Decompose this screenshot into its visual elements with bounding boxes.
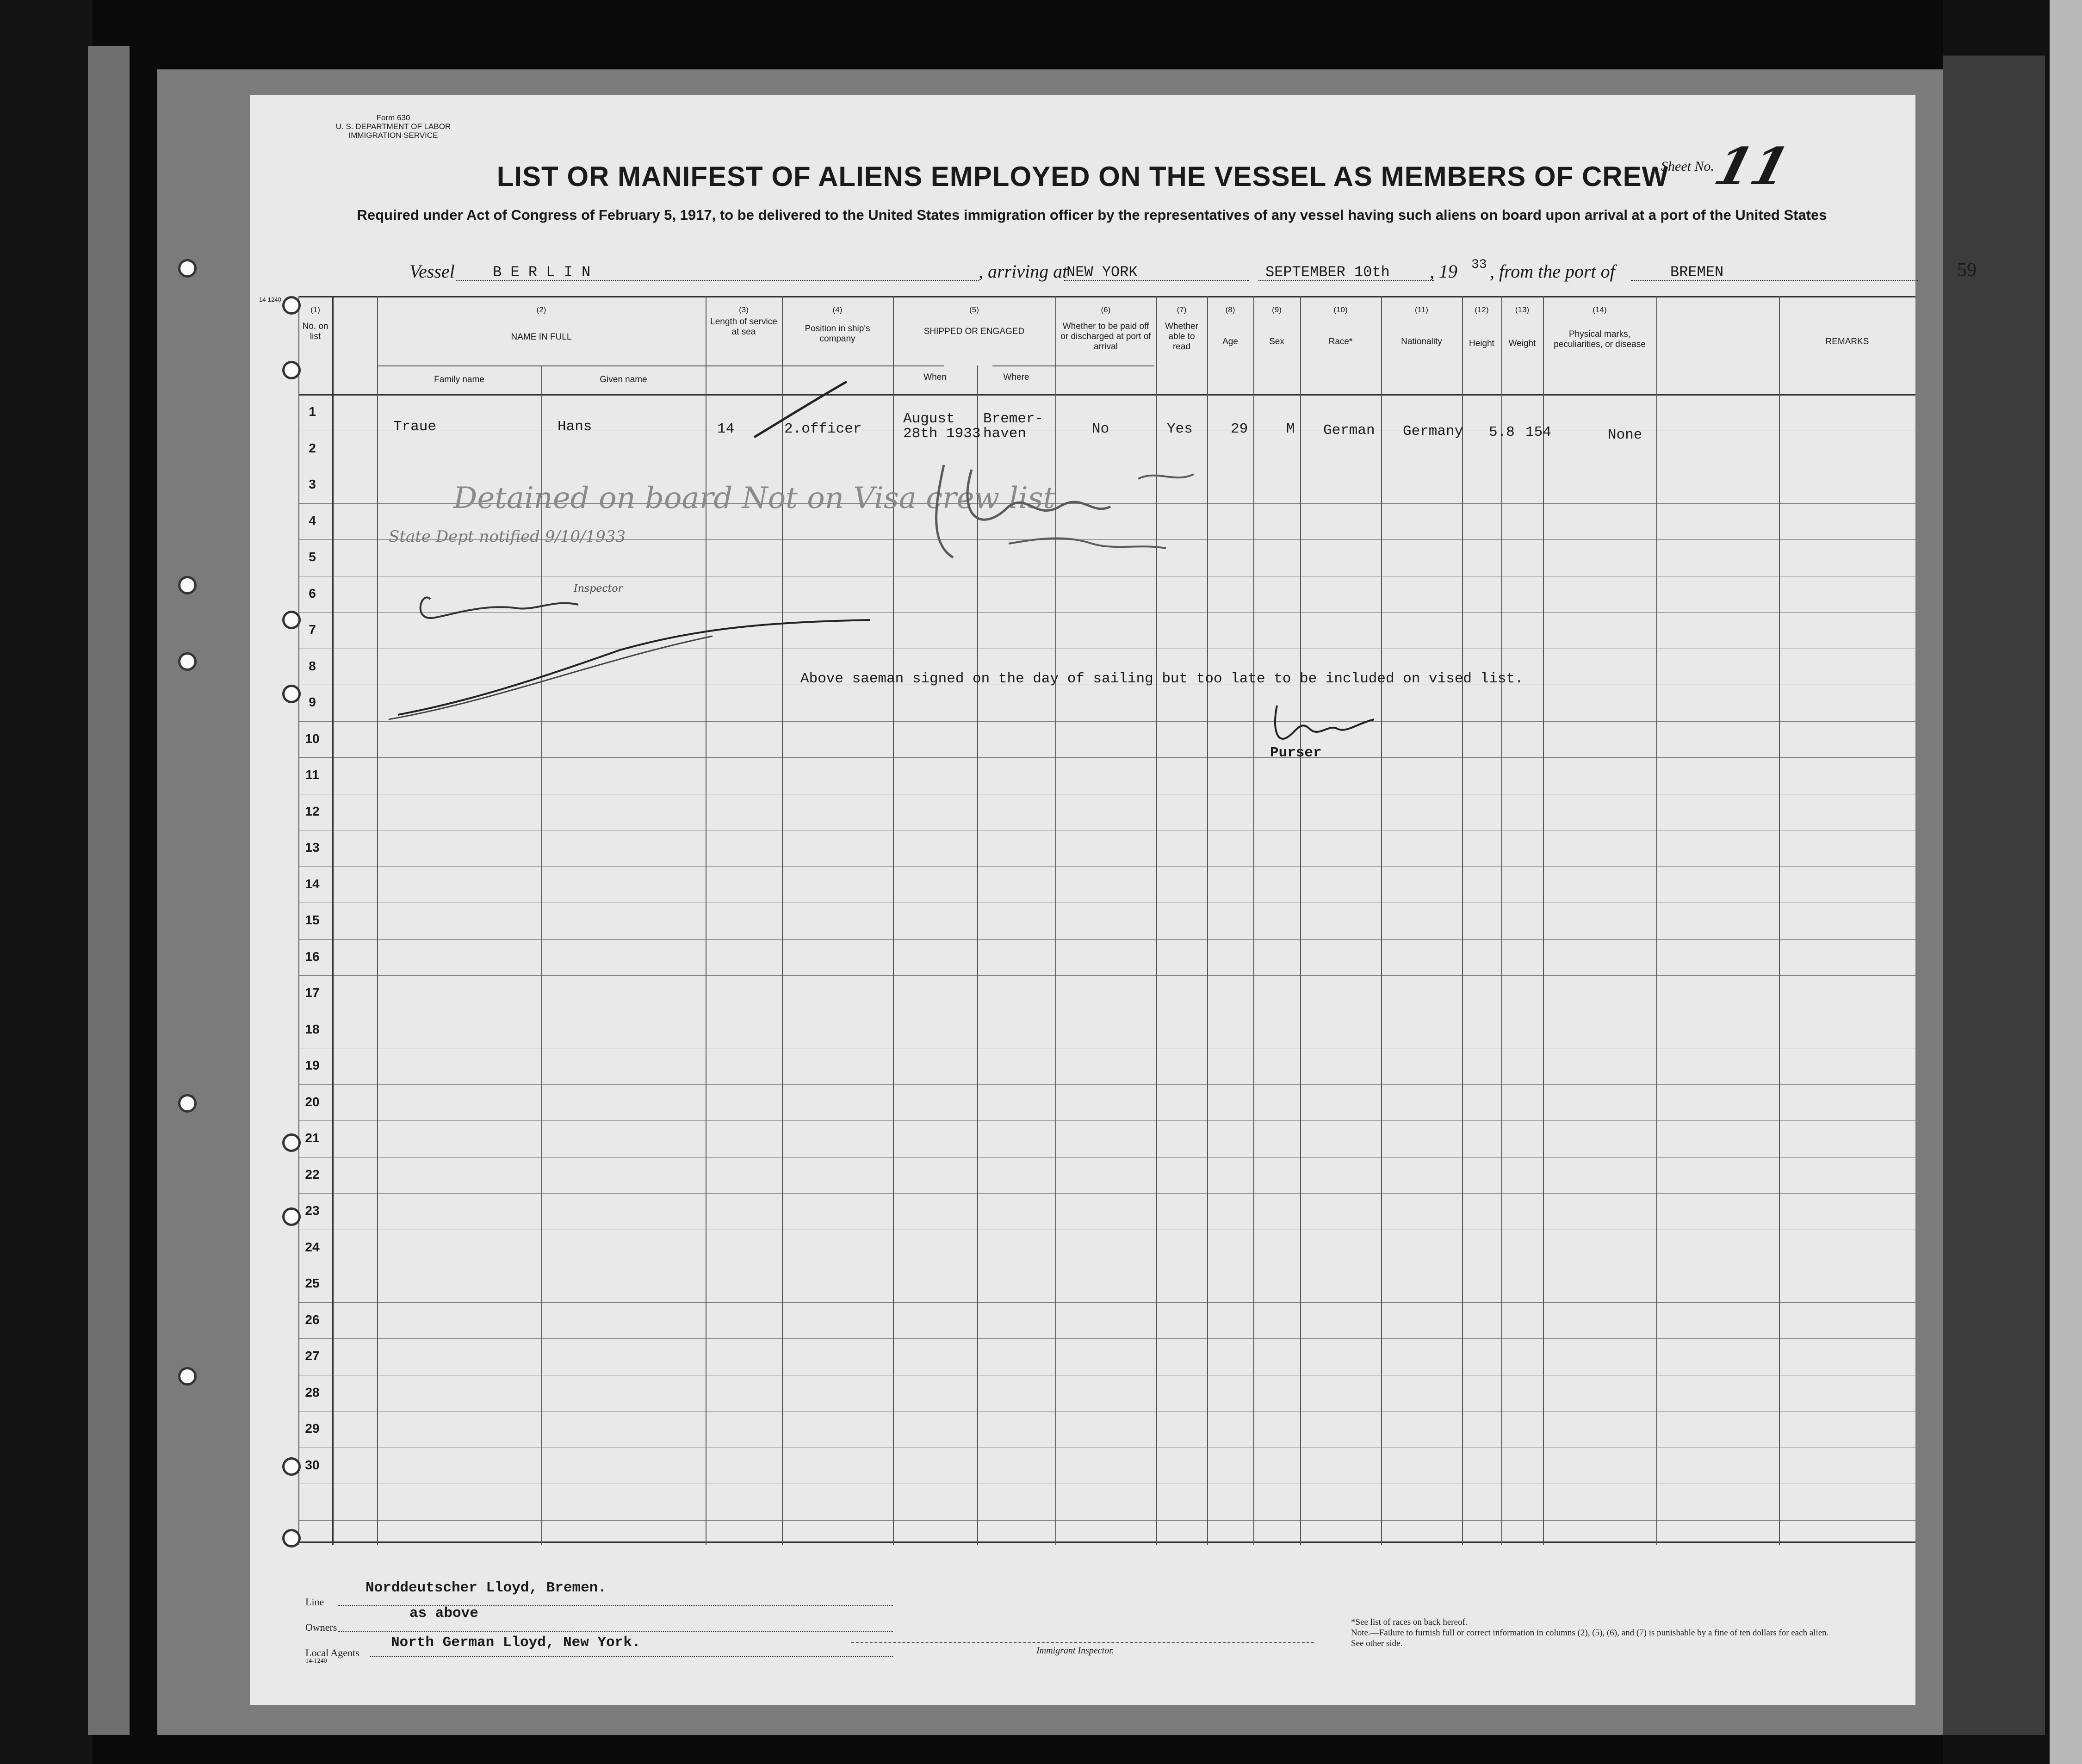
entry-able-to-read: Yes xyxy=(1167,421,1193,437)
col-line xyxy=(1381,296,1382,1545)
entry-physical-marks: None xyxy=(1608,427,1642,443)
entry-family-name: Traue xyxy=(393,419,437,435)
col-number: (4) xyxy=(832,305,843,314)
arriving-label: , arriving at xyxy=(979,261,1068,282)
punch-hole xyxy=(282,1133,301,1152)
entry-length-of-service: 14 xyxy=(717,421,735,437)
owners-underline xyxy=(338,1631,893,1632)
row-number: 7 xyxy=(309,622,316,637)
arriving-port: NEW YORK xyxy=(1066,264,1138,281)
typed-note: Above saeman signed on the day of sailing but too late to be included on vised list. xyxy=(800,671,1524,687)
entry-when-line2: 28th 1933 xyxy=(903,426,981,442)
penalty-footnote: Note.—Failure to furnish full or correct information in columns (2), (5), (6), and (7) is punishable by a fine of ten dollars for each alien. See other side. xyxy=(1351,1628,1829,1648)
col-number: (9) xyxy=(1272,305,1282,314)
col-number: (10) xyxy=(1333,305,1348,314)
col-number: (11) xyxy=(1415,305,1428,314)
entry-age: 29 xyxy=(1231,421,1248,437)
col-line xyxy=(1543,296,1544,1545)
header-no-on-list: No. on list xyxy=(302,322,328,341)
entry-nationality: Germany xyxy=(1403,423,1463,439)
sheet-number: 11 xyxy=(1708,136,1796,196)
row-number: 4 xyxy=(309,513,316,528)
header-physical-marks: Physical marks, peculiarities, or disease xyxy=(1554,329,1646,349)
col-line xyxy=(1253,296,1254,1545)
col-number: (8) xyxy=(1225,305,1235,314)
footer-code: 14-1240 xyxy=(305,1658,327,1665)
row-number: 30 xyxy=(305,1457,320,1472)
header-position: Position in ship's company xyxy=(805,324,870,344)
punch-hole xyxy=(178,1367,197,1386)
entry-where-line2: haven xyxy=(983,426,1027,442)
row-number: 2 xyxy=(309,440,316,455)
row-number: 23 xyxy=(305,1203,320,1218)
row-number: 25 xyxy=(305,1276,320,1290)
binder-right-pale-strip xyxy=(2050,0,2082,1764)
entry-height: 5.8 xyxy=(1489,424,1515,440)
from-port: BREMEN xyxy=(1670,264,1724,281)
header-able-to-read: Whether able to read xyxy=(1165,322,1198,352)
col-number: (12) xyxy=(1475,305,1489,314)
page-title: LIST OR MANIFEST OF ALIENS EMPLOYED ON THE VESSEL AS MEMBERS OF CREW xyxy=(496,161,1669,192)
sheet-label: Sheet No. xyxy=(1661,159,1714,174)
form-id-line: U. S. DEPARTMENT OF LABOR xyxy=(335,122,451,131)
entry-race: German xyxy=(1323,422,1375,439)
header-shipped-or-engaged: SHIPPED OR ENGAGED xyxy=(923,327,1025,336)
col-line xyxy=(1656,296,1657,1545)
col-line xyxy=(1207,296,1208,1545)
col-line xyxy=(1501,296,1502,1545)
handwritten-state-dept-note: State Dept notified 9/10/1933 xyxy=(389,527,626,546)
vessel-name: B E R L I N xyxy=(493,264,591,281)
binder-left-strip xyxy=(88,46,130,1735)
handwritten-inspector-label: Inspector xyxy=(574,583,623,594)
handwritten-scrawl xyxy=(916,451,1203,590)
form-identifier xyxy=(315,113,472,140)
col-line xyxy=(1462,296,1463,1545)
line-label: Line xyxy=(305,1596,324,1608)
header-paid-off: Whether to be paid off or discharged at port of arrival xyxy=(1060,322,1151,352)
row-number: 1 xyxy=(309,404,316,419)
row-number: 26 xyxy=(305,1312,320,1327)
col-number: (5) xyxy=(969,305,979,314)
binder-left-edge xyxy=(0,0,93,1764)
header-given-name: Given name xyxy=(600,375,647,384)
col-number: (2) xyxy=(536,305,546,314)
col-number: (7) xyxy=(1177,305,1187,314)
punch-hole xyxy=(282,1529,301,1547)
purser-signature xyxy=(1268,701,1379,747)
page-subtitle: Required under Act of Congress of February 5, 1917, to be delivered to the United States immigration officer by the representatives of any vessel having such aliens on board upon arrival at a port of the United States xyxy=(357,207,1827,223)
purser-label: Purser xyxy=(1270,745,1322,761)
row-number: 21 xyxy=(305,1131,320,1145)
arrival-date: SEPTEMBER 10th xyxy=(1265,264,1390,281)
row-number: 10 xyxy=(305,731,320,746)
punch-hole xyxy=(282,1207,301,1226)
header-name-in-full: NAME IN FULL xyxy=(511,332,572,342)
col-number: (13) xyxy=(1515,305,1530,314)
entry-position: 2.officer xyxy=(784,421,862,437)
header-age: Age xyxy=(1222,337,1238,347)
form-id-line: Form 630 xyxy=(376,113,410,122)
entry-weight: 154 xyxy=(1525,424,1551,440)
row-number: 14 xyxy=(305,876,320,891)
punch-hole xyxy=(282,1457,301,1476)
row-number: 9 xyxy=(309,695,316,709)
col-number: (6) xyxy=(1101,305,1111,314)
col-number: (1) xyxy=(310,305,320,314)
entry-given-name: Hans xyxy=(558,419,592,435)
punch-hole xyxy=(282,611,301,629)
entry-where-line1: Bremer- xyxy=(983,411,1044,427)
margin-code: 14-1240 xyxy=(259,296,281,303)
punch-hole xyxy=(282,685,301,703)
race-footnote: *See list of races on back hereof. xyxy=(1351,1617,1468,1627)
handwritten-detained-note: Detained on board Not on Visa crew list xyxy=(453,481,1055,515)
entry-when-line1: August xyxy=(903,411,955,427)
header-sex: Sex xyxy=(1269,337,1284,347)
header-family-name: Family name xyxy=(434,375,484,384)
header-height: Height xyxy=(1469,339,1494,348)
punch-hole xyxy=(282,296,301,315)
entry-sex: M xyxy=(1286,421,1295,437)
punch-hole xyxy=(178,1094,197,1113)
punch-hole xyxy=(178,576,197,594)
row-number: 12 xyxy=(305,804,320,818)
name-subheader-line xyxy=(377,365,944,366)
year-suffix: 33 xyxy=(1471,258,1487,272)
row-number: 16 xyxy=(305,949,320,964)
inspector-signature-line xyxy=(851,1642,1314,1643)
col-number: (3) xyxy=(739,305,749,314)
table-top-border xyxy=(298,296,1915,297)
agents-value: North German Lloyd, New York. xyxy=(391,1634,641,1651)
col-line xyxy=(1779,296,1780,1545)
manifest-page xyxy=(250,95,1977,1705)
header-remarks: REMARKS xyxy=(1825,337,1869,347)
row-number: 18 xyxy=(305,1021,320,1036)
line-value: Norddeutscher Lloyd, Bremen. xyxy=(366,1580,607,1596)
entry-paid-off: No xyxy=(1092,421,1109,437)
inspector-signature xyxy=(379,562,888,729)
vessel-label: Vessel xyxy=(409,261,455,282)
col-line xyxy=(332,296,334,1545)
row-number: 15 xyxy=(305,913,320,927)
punch-hole xyxy=(178,259,197,278)
row-number: 28 xyxy=(305,1385,320,1399)
row-number: 27 xyxy=(305,1349,320,1363)
owners-value: as above xyxy=(409,1605,478,1622)
from-label: , from the port of xyxy=(1490,261,1615,282)
row-number: 24 xyxy=(305,1239,320,1254)
page-number: 59 xyxy=(1957,260,1977,281)
inspector-label: Immigrant Inspector. xyxy=(1036,1646,1114,1656)
owners-label: Owners xyxy=(305,1622,337,1633)
header-when: When xyxy=(923,372,947,382)
header-nationality: Nationality xyxy=(1401,337,1442,347)
header-race: Race* xyxy=(1328,337,1353,347)
binder-right-strip xyxy=(1943,56,2045,1735)
row-number: 11 xyxy=(305,767,319,782)
agents-label: Local Agents xyxy=(305,1647,359,1659)
form-id-line: IMMIGRATION SERVICE xyxy=(348,131,438,140)
col-number: (14) xyxy=(1592,305,1607,314)
agents-underline xyxy=(370,1656,893,1657)
year-prefix: , 19 xyxy=(1430,261,1457,282)
header-length-of-service: Length of service at sea xyxy=(710,317,777,337)
header-where: Where xyxy=(1003,372,1029,382)
punch-hole xyxy=(282,361,301,379)
col-line xyxy=(377,296,378,1545)
row-number: 20 xyxy=(305,1094,320,1109)
footnotes xyxy=(1351,1617,1837,1649)
row-number: 6 xyxy=(309,586,316,600)
row-number: 13 xyxy=(305,840,320,854)
row-number: 17 xyxy=(305,985,320,1000)
row-number: 8 xyxy=(309,658,316,673)
shipped-subheader-line xyxy=(992,365,1154,366)
col-line xyxy=(1300,296,1301,1545)
punch-hole xyxy=(178,652,197,671)
row-number: 3 xyxy=(309,477,316,491)
header-weight: Weight xyxy=(1508,339,1536,348)
row-number: 5 xyxy=(309,550,316,564)
row-number: 29 xyxy=(305,1421,320,1436)
row-number: 22 xyxy=(305,1167,320,1182)
handwritten-check-mark xyxy=(750,377,851,442)
row-number: 19 xyxy=(305,1058,320,1072)
